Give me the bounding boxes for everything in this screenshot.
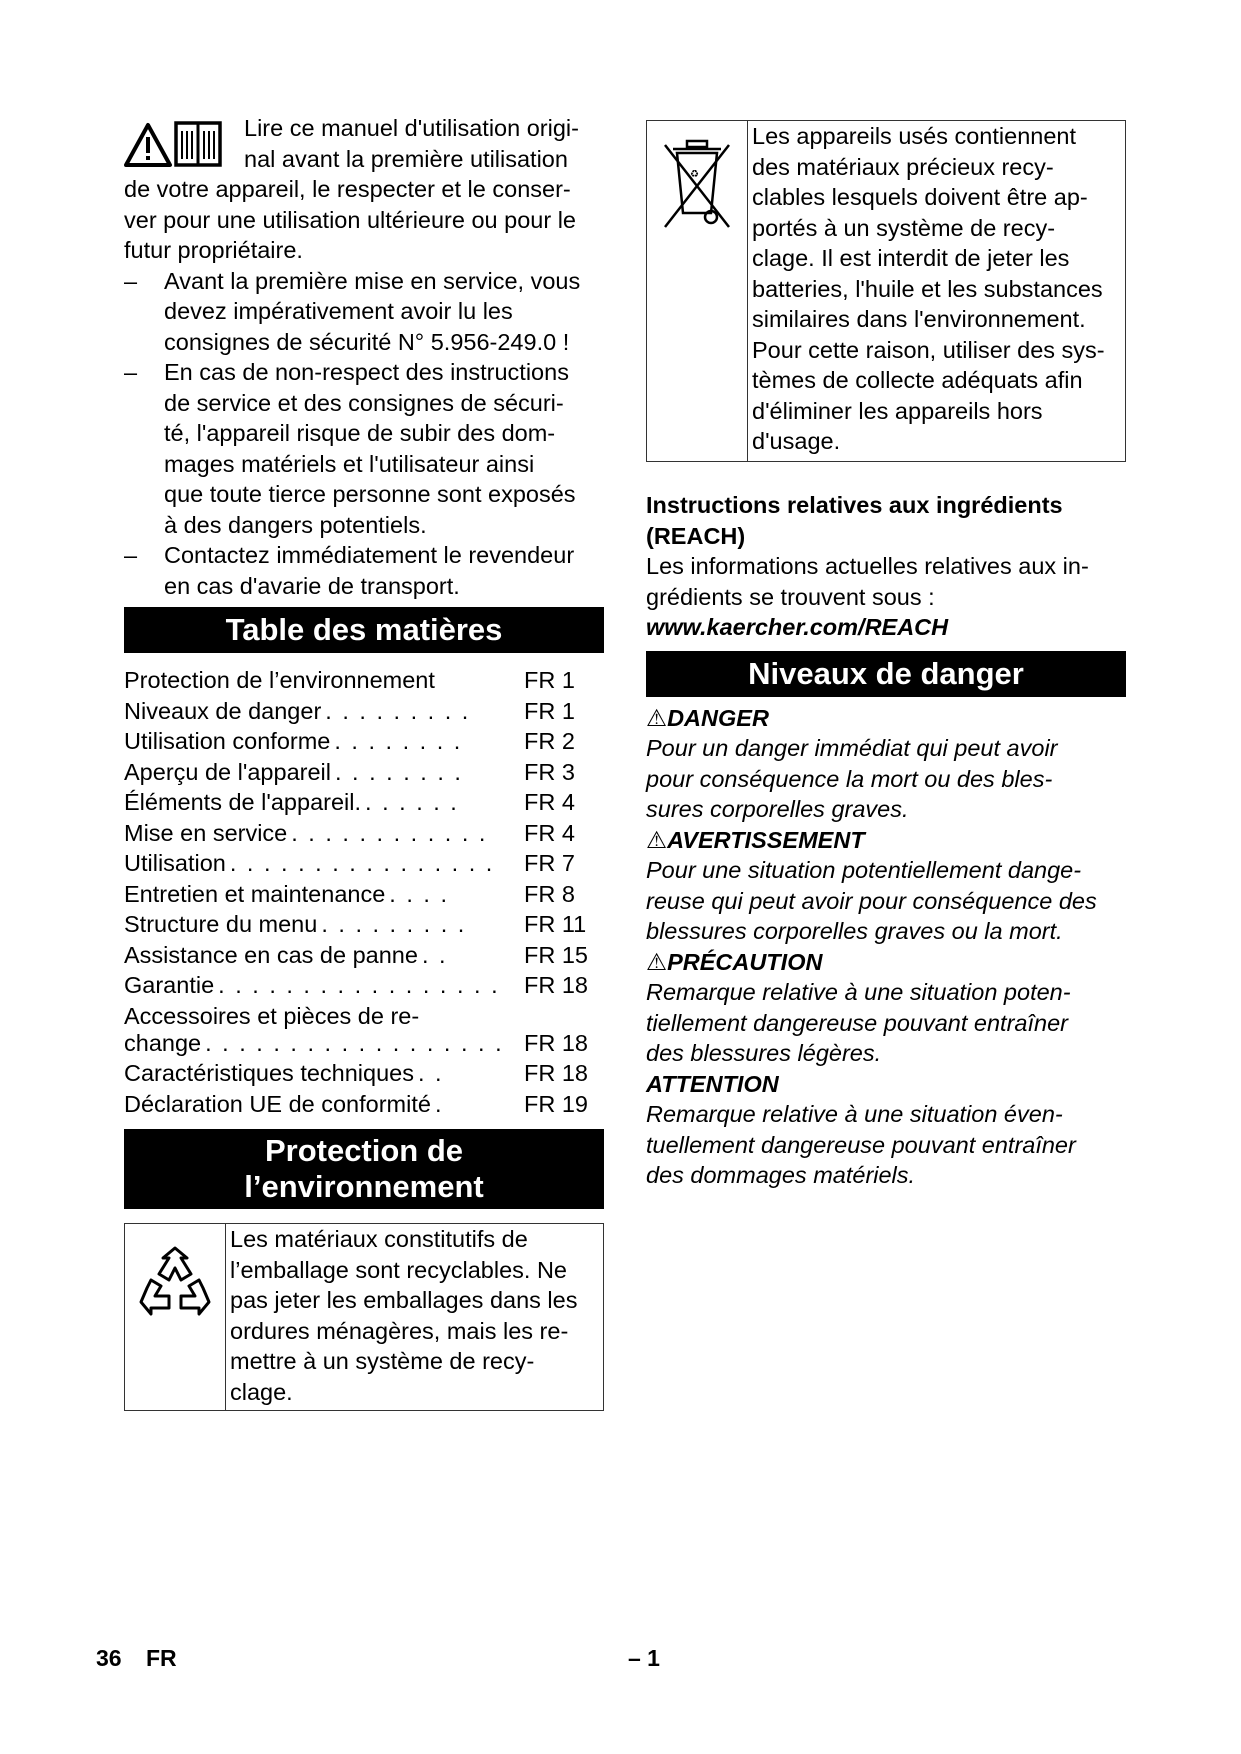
toc-entry-dots: . . . . . . . . . . . . . . . . . . <box>205 1029 504 1056</box>
danger-level-text: Pour un danger immédiat qui peut avoir pour conséquence la mort ou des bles- sures corporelles graves. <box>646 735 1058 822</box>
toc-entry-dots: . . . . . . . . . . . . . . . . . <box>218 972 500 998</box>
danger-level-label <box>646 947 1126 978</box>
toc-entry-dots: . . . . <box>389 880 449 907</box>
danger-label-text: DANGER <box>667 704 769 731</box>
toc-entry[interactable] <box>124 1001 604 1059</box>
toc-entry-page: FR 4 <box>524 789 575 815</box>
danger-label-text: AVERTISSEMENT <box>667 826 865 853</box>
toc-entry-dots: . . . . . . . . . . . . . . . . <box>229 850 495 876</box>
toc-entry-title: Niveaux de danger <box>124 697 322 724</box>
toc-entry-title: Accessoires et pièces de re- <box>124 1002 420 1029</box>
danger-label-text: PRÉCAUTION <box>667 948 823 975</box>
toc-entry-title: Éléments de l'appareil. <box>124 789 362 815</box>
toc-entry[interactable] <box>124 970 604 1001</box>
toc-entry[interactable] <box>124 757 604 788</box>
toc-entry-dots: . . . . . . <box>365 789 459 815</box>
toc-entry[interactable] <box>124 665 604 696</box>
toc-entry-dots: . . . . . . . . <box>334 728 463 754</box>
toc-entry-title: Assistance en cas de panne <box>124 941 418 968</box>
warning-triangle-icon <box>126 125 170 165</box>
danger-level-item <box>646 825 1126 947</box>
toc-entry-dots: . . . . . . . . . . . . <box>291 819 488 846</box>
intro-line-2: nal avant la première utilisation <box>244 145 568 172</box>
warning-triangle-icon: ⚠ <box>646 826 668 853</box>
toc-heading: Table des matières <box>124 607 604 653</box>
danger-level-item <box>646 947 1126 1069</box>
danger-level-text: Pour une situation potentiellement dange- reuse qui peut avoir pour conséquence des blessures corporelles graves ou la mort. <box>646 857 1097 944</box>
toc-entry-dots: . . . . . . . . . <box>321 911 467 937</box>
intro-instructions-list <box>124 266 604 602</box>
toc-entry[interactable] <box>124 818 604 849</box>
intro-line-1: Lire ce manuel d'utilisation origi- <box>244 115 579 141</box>
toc-entry-dots: . . <box>421 941 448 968</box>
recycling-icon-cell <box>125 1224 226 1410</box>
left-column <box>124 113 604 1411</box>
toc-entry-page: FR 8 <box>524 880 575 907</box>
danger-label-text: ATTENTION <box>646 1070 779 1097</box>
danger-level-text: Remarque relative à une situation éven- tuellement dangereuse pouvant entraîner des dommages matériels. <box>646 1101 1076 1188</box>
toc-entry-title: Utilisation conforme <box>124 728 331 754</box>
danger-levels-list <box>646 703 1126 1191</box>
reach-url-link[interactable]: www.kaercher.com/REACH <box>646 614 949 640</box>
list-item <box>124 540 604 601</box>
toc-entry-dots <box>435 665 520 696</box>
dash-mark: – <box>124 359 138 385</box>
toc-entry-page: FR 11 <box>524 911 587 937</box>
warning-triangle-icon: ⚠ <box>646 948 668 975</box>
danger-level-item <box>646 1069 1126 1191</box>
toc-entry-page: FR 1 <box>524 667 575 693</box>
toc-entry-page: FR 18 <box>524 1029 588 1056</box>
list-item-text: En cas de non-respect des instructions de service et des consignes de sécuri- té, l'appareil risque de subir des dom- mages matériels et l'utilisateur ainsi que toute tierce personne sont exposés à des dangers potentiels. <box>164 359 576 538</box>
recycling-icon <box>133 1244 217 1328</box>
warning-triangle-icon: ⚠ <box>646 704 668 731</box>
toc-entry-page: FR 4 <box>524 819 575 846</box>
table-of-contents <box>124 665 604 1119</box>
reach-heading: Instructions relatives aux ingrédients (REACH) <box>646 492 1063 549</box>
list-item-text: Avant la première mise en service, vous devez impérativement avoir lu les consignes de sécurité N° 5.956-249.0 ! <box>164 267 581 355</box>
manual-book-icon <box>176 123 220 165</box>
list-item-text: Contactez immédiatement le revendeur en cas d'avarie de transport. <box>164 542 575 599</box>
toc-entry[interactable] <box>124 1089 604 1120</box>
toc-entry-title: Garantie <box>124 972 215 998</box>
toc-entry-page: FR 18 <box>524 1060 588 1086</box>
weee-disposal-box <box>646 120 1126 462</box>
toc-entry[interactable] <box>124 1058 604 1089</box>
crossed-bin-icon-cell <box>647 121 748 461</box>
toc-entry-title: Protection de l’environnement <box>124 667 435 693</box>
toc-entry-dots: . . <box>418 1060 444 1086</box>
toc-entry[interactable] <box>124 909 604 940</box>
danger-levels-heading: Niveaux de danger <box>646 651 1126 697</box>
toc-entry-title: Entretien et maintenance <box>124 880 386 907</box>
toc-entry-page: FR 19 <box>524 1090 588 1117</box>
toc-entry-dots: . <box>434 1090 444 1117</box>
intro-rest: de votre appareil, le respecter et le conser- ver pour une utilisation ultérieure ou pour le futur propriétaire. <box>124 176 576 263</box>
list-item <box>124 357 604 540</box>
toc-entry[interactable] <box>124 848 604 879</box>
svg-text:♻: ♻ <box>690 169 699 180</box>
toc-entry-dots: . . . . . . . . . <box>325 697 471 724</box>
toc-entry-title: Caractéristiques techniques <box>124 1060 414 1086</box>
toc-entry-title: Utilisation <box>124 850 226 876</box>
toc-entry[interactable] <box>124 879 604 910</box>
warning-and-manual-icons <box>124 119 234 181</box>
footer-page-info <box>96 1645 177 1672</box>
danger-level-label <box>646 703 1126 734</box>
environment-heading: Protection de l’environnement <box>124 1129 604 1209</box>
toc-entry-title-cont: change <box>124 1029 202 1056</box>
intro-block <box>124 113 604 601</box>
toc-entry-page: FR 7 <box>524 850 575 876</box>
list-item <box>124 266 604 358</box>
toc-entry-page: FR 3 <box>524 758 575 785</box>
reach-section <box>646 490 1126 643</box>
dash-mark: – <box>124 267 138 294</box>
footer-page-number: 36 <box>96 1645 122 1671</box>
toc-entry-title: Déclaration UE de conformité <box>124 1090 431 1117</box>
toc-entry[interactable] <box>124 696 604 727</box>
reach-text: Les informations actuelles relatives aux in- grédients se trouvent sous : <box>646 553 1089 610</box>
toc-entry-title: Mise en service <box>124 819 288 846</box>
toc-entry-page: FR 18 <box>524 972 588 998</box>
toc-entry[interactable] <box>124 787 604 818</box>
weee-text: Les appareils usés contiennent des matériaux précieux recy- clables lesquels doivent être ap- portés à un système de recy- clage. Il est interdit de jeter les batteries, l'huile et les substances similaires dans l'environnement. Pour cette raison, utiliser des sys- tèmes de collecte adéquats afin d'éliminer les appareils hors d'usage. <box>752 123 1105 454</box>
toc-entry-title: Aperçu de l'appareil <box>124 758 331 785</box>
toc-entry-page: FR 15 <box>524 941 588 968</box>
toc-entry-title: Structure du menu <box>124 911 318 937</box>
right-column <box>646 121 1126 1191</box>
danger-level-label <box>646 825 1126 856</box>
footer-language: FR <box>145 1645 177 1671</box>
crossed-bin-icon <box>657 135 737 235</box>
danger-level-text: Remarque relative à une situation poten- tiellement dangereuse pouvant entraîner des blessures légères. <box>646 979 1071 1066</box>
toc-entry[interactable] <box>124 940 604 971</box>
packaging-text: Les matériaux constitutifs de l’emballage sont recyclables. Ne pas jeter les emballages dans les ordures ménagères, mais les re- mettre à un système de recy- clage. <box>230 1226 578 1405</box>
toc-entry-dots: . . . . . . . . <box>334 758 463 785</box>
toc-entry-page: FR 1 <box>524 697 575 724</box>
packaging-recycling-box <box>124 1223 604 1411</box>
toc-entry-page: FR 2 <box>524 728 575 754</box>
dash-mark: – <box>124 542 138 568</box>
danger-level-item <box>646 703 1126 825</box>
danger-level-label <box>646 1069 1126 1100</box>
footer-center: – 1 <box>628 1645 660 1671</box>
toc-entry[interactable] <box>124 726 604 757</box>
